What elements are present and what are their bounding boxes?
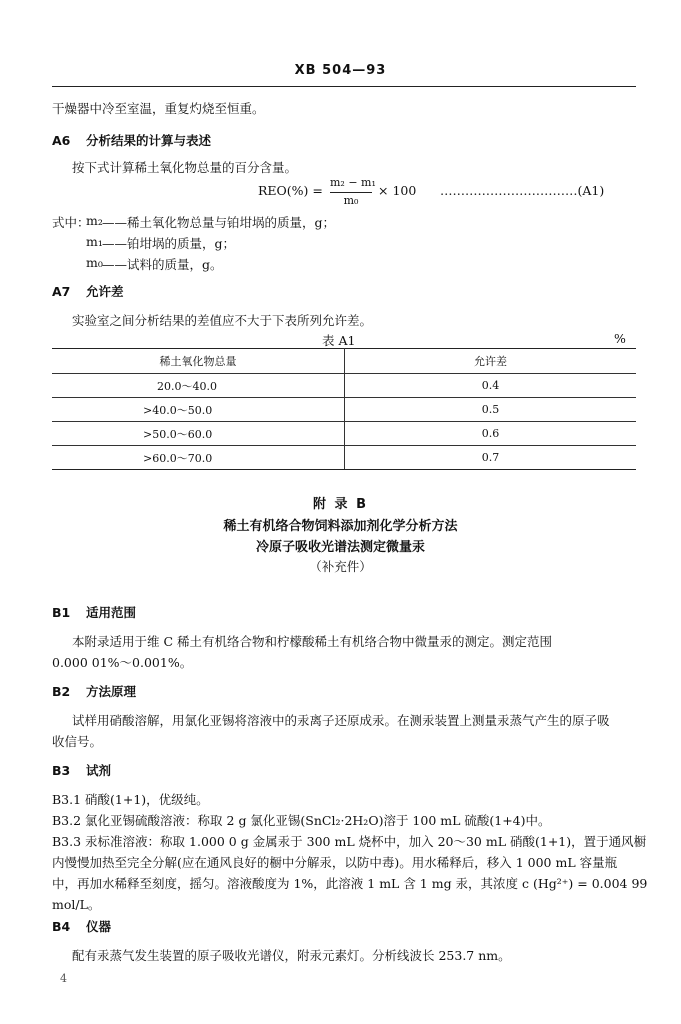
section-number: B1 [52,605,71,620]
table-header-cell: 允许差 [345,349,637,374]
formula-numerator: m₂ − m₁ [330,176,376,189]
table-cell [52,374,345,398]
text-line: 干燥器中冷至室温，重复灼烧至恒重。 [52,101,265,116]
section-heading-a7 [52,282,124,300]
section-heading-b3 [52,761,111,779]
section-title: 适用范围 [86,605,137,620]
text-line: 配有汞蒸气发生装置的原子吸收光谱仪，附汞元素灯。分析线波长 253.7 nm。 [72,948,511,963]
table-cell-value: 20.0～40.0 [157,379,217,393]
section-title: 仪器 [86,919,112,934]
table-cell-value: >60.0～70.0 [143,451,213,465]
section-title: 试剂 [86,763,112,778]
text-line: 实验室之间分析结果的差值应不大于下表所列允许差。 [72,313,373,328]
table-cell-value: >50.0～60.0 [143,427,213,441]
text-line: 内慢慢加热至完全分解(应在通风良好的橱中分解汞，以防中毒)。用水稀释后，移入 1 000 mL 容量瓶 [52,855,618,870]
table-title: 表 A1 [322,333,356,348]
var-intro: 式中： [52,215,90,230]
page-number: 4 [60,972,67,985]
table-cell: 0.7 [345,446,637,470]
section-heading-a6 [52,131,211,149]
text-line: 本附录适用于维 C 稀土有机络合物和柠檬酸稀土有机络合物中微量汞的测定。测定范围 [72,634,553,649]
text-line: 按下式计算稀土氧化物总量的百分含量。 [72,160,298,175]
section-number: B2 [52,684,71,699]
formula-tag: ……………………………(A1) [440,183,605,198]
table-row [52,398,636,422]
section-title: 分析结果的计算与表述 [86,133,212,148]
var-symbol: m₀ [86,255,103,270]
allowance-table [52,348,636,470]
table-cell: 0.6 [345,422,637,446]
header-rule [52,86,636,87]
fraction-bar [330,192,372,193]
formula-rhs: × 100 [378,183,417,198]
page-header: XB 504—93 [294,63,387,78]
section-number: B4 [52,919,71,934]
table-cell: 0.4 [345,374,637,398]
appendix-title: 稀土有机络合物饲料添加剂化学分析方法 [223,519,458,534]
var-symbol: m₁ [86,234,103,249]
section-number: B3 [52,763,71,778]
text-line: mol/L。 [52,897,101,912]
table-header-row [52,349,636,374]
table-cell [52,398,345,422]
text-line: 中，再加水稀释至刻度，摇匀。溶液酸度为 1%，此溶液 1 mL 含 1 mg 汞，其浓度 c (Hg²⁺) = 0.004 99 [52,876,648,891]
formula-denominator: m₀ [343,194,359,207]
table-cell [52,422,345,446]
text-line: 试样用硝酸溶解，用氯化亚锡将溶液中的汞离子还原成汞。在测汞装置上测量汞蒸气产生的原子吸 [72,713,610,728]
var-description: ——铂坩埚的质量，g； [102,236,236,251]
section-title: 方法原理 [86,684,137,699]
table-row [52,422,636,446]
table-row [52,446,636,470]
formula-lhs: REO(%) = [258,183,323,198]
appendix-note: （补充件） [309,559,372,574]
section-title: 允许差 [86,284,124,299]
text-line: B3.2 氯化亚锡硫酸溶液：称取 2 g 氯化亚锡(SnCl₂·2H₂O)溶于 100 mL 硫酸(1+4)中。 [52,813,551,828]
section-heading-b2 [52,682,136,700]
section-heading-b1 [52,603,136,621]
table-cell [52,446,345,470]
text-line: B3.1 硝酸(1+1)，优级纯。 [52,792,209,807]
var-description: ——稀土氧化物总量与铂坩埚的质量，g； [102,215,336,230]
var-symbol: m₂ [86,213,103,228]
section-number: A7 [52,284,71,299]
text-line: 0.000 01%～0.001%。 [52,655,193,670]
table-row [52,374,636,398]
table-cell-value: >40.0～50.0 [143,403,213,417]
text-line: B3.3 汞标准溶液：称取 1.000 0 g 金属汞于 300 mL 烧杯中，加入 20～30 mL 硝酸(1+1)，置于通风橱 [52,834,647,849]
section-number: A6 [52,133,71,148]
text-line: 收信号。 [52,734,103,749]
table-unit: % [614,331,626,346]
table-cell: 0.5 [345,398,637,422]
var-description: ——试料的质量，g。 [102,257,223,272]
table-header-cell: 稀土氧化物总量 [52,349,345,374]
appendix-subtitle: 冷原子吸收光谱法测定微量汞 [255,540,425,555]
appendix-label: 附 录 B [313,497,368,512]
section-heading-b4 [52,917,111,935]
